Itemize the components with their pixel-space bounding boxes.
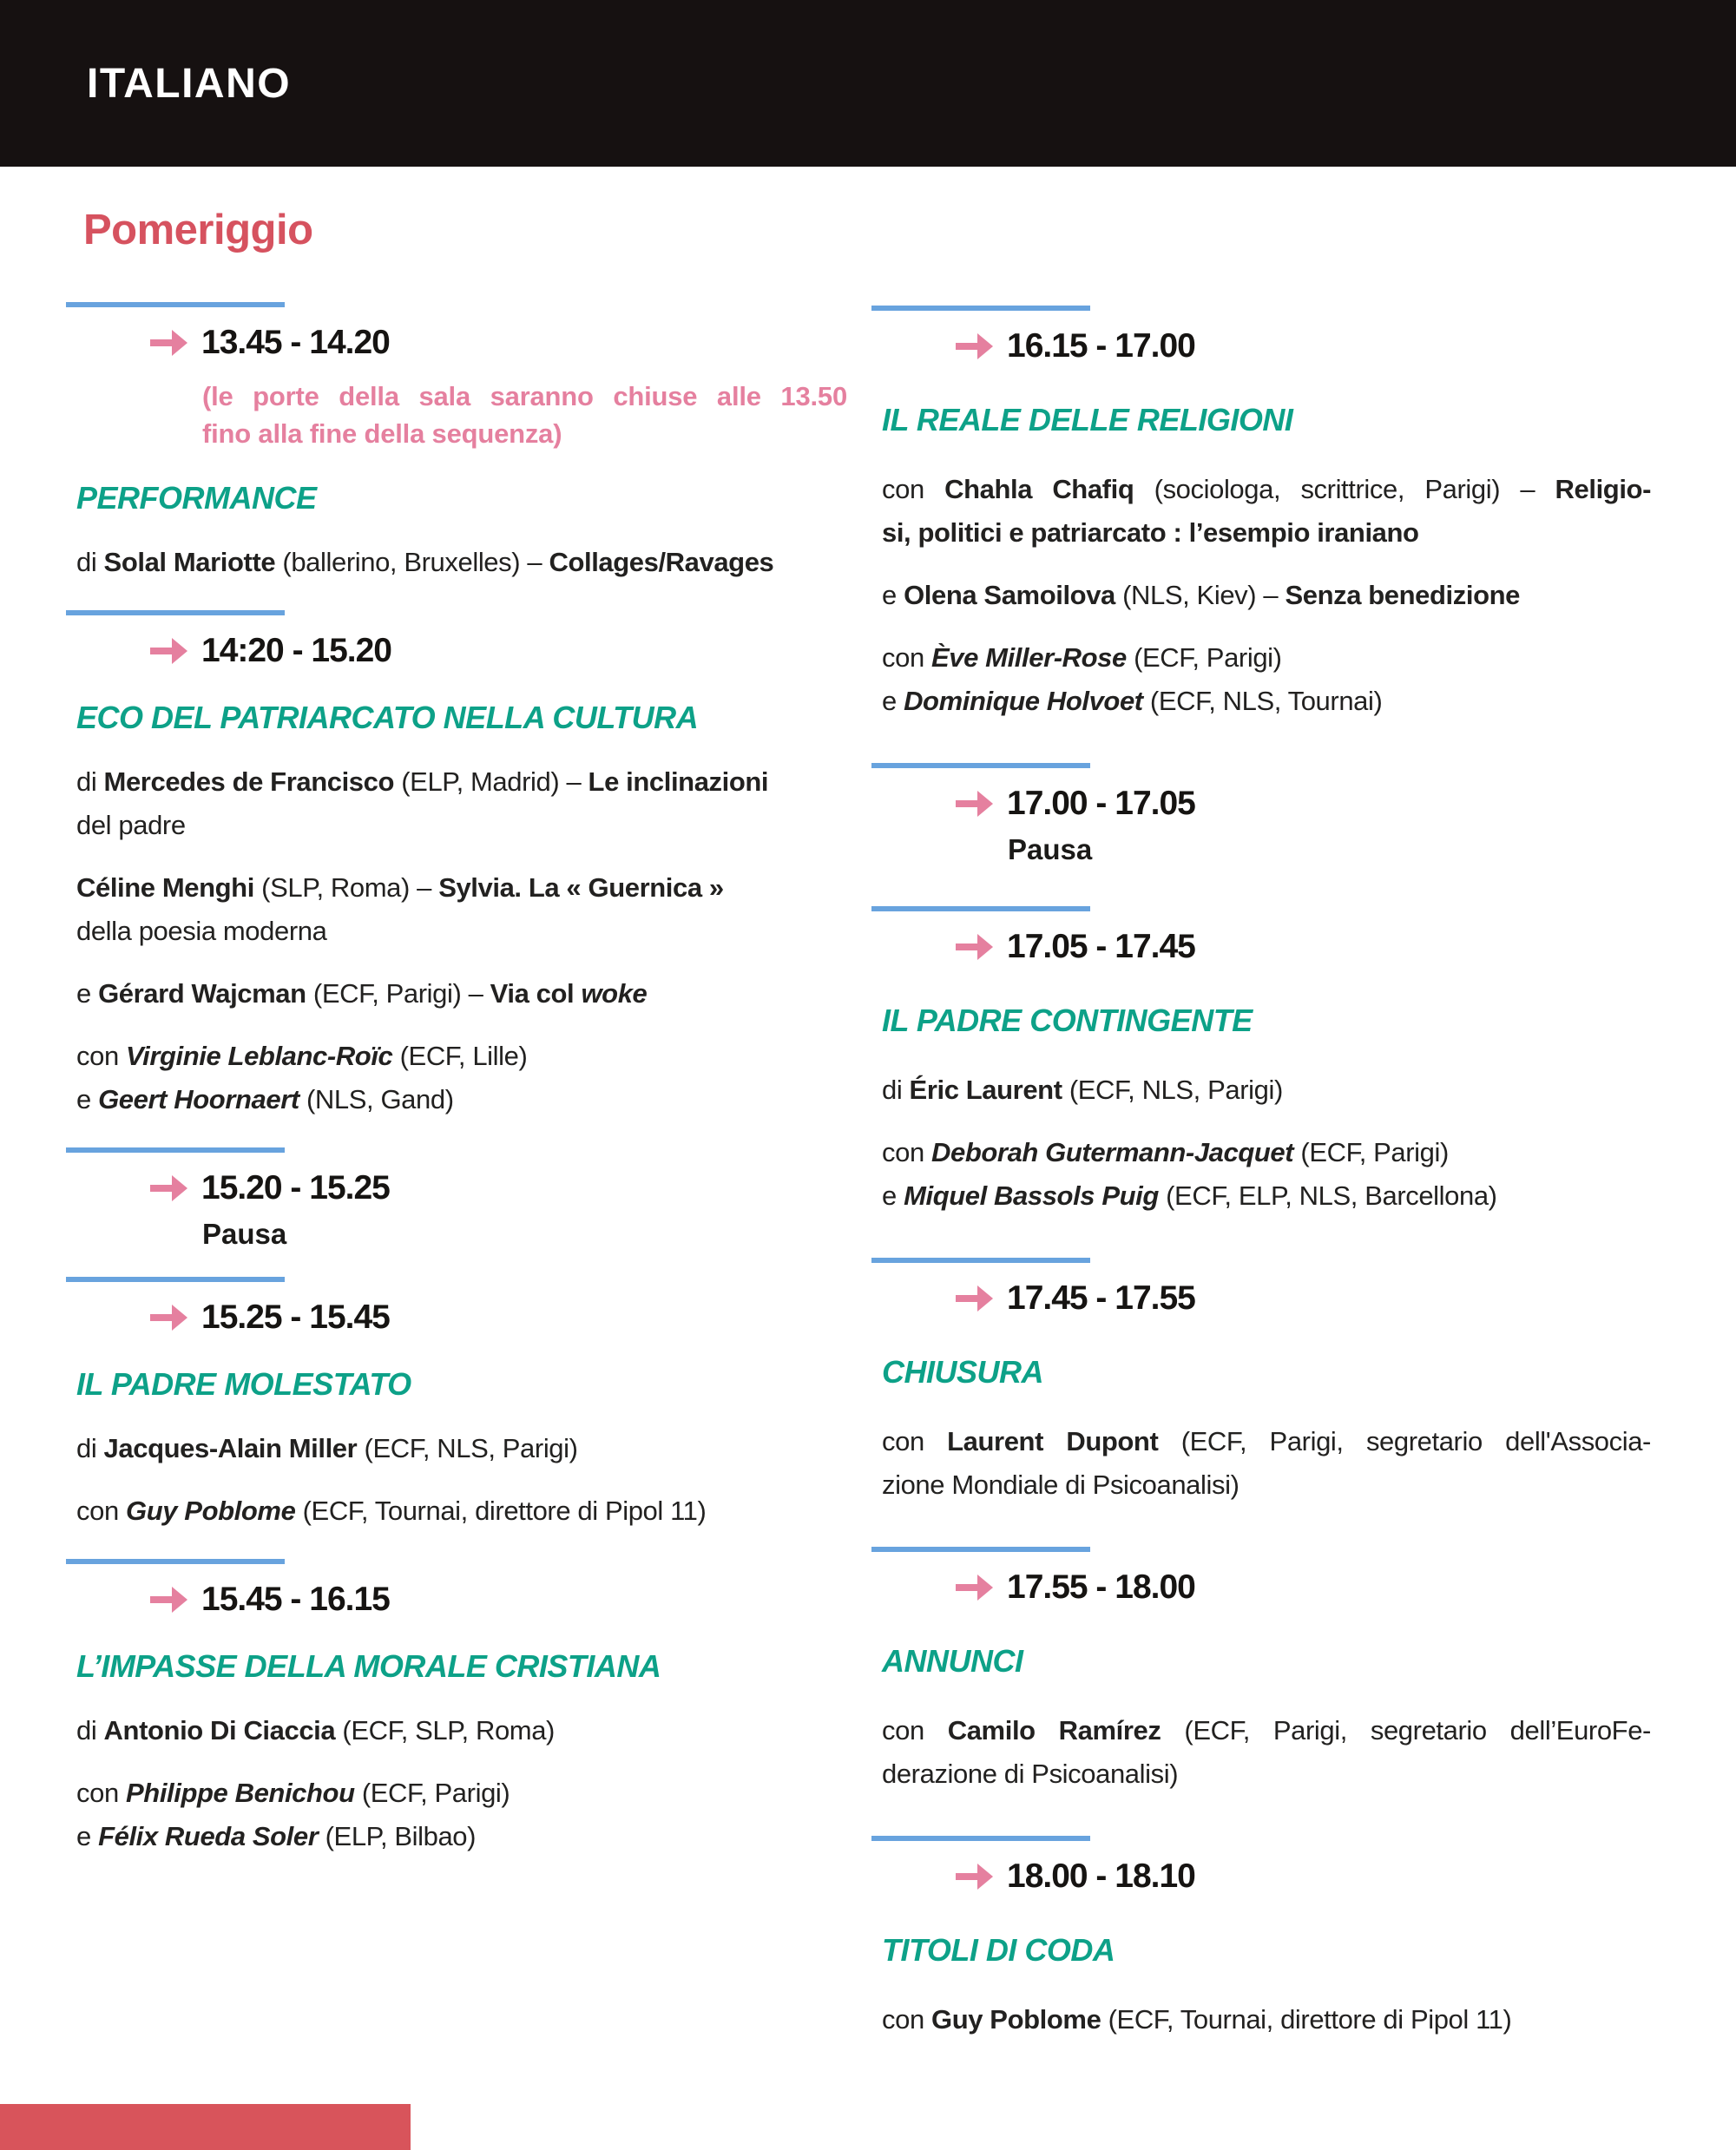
session-title: IL REALE DELLE RELIGIONI	[882, 402, 1293, 437]
plain-text: con	[76, 1496, 126, 1526]
time-label: 16.15 - 17.00	[1007, 327, 1195, 365]
text-line	[76, 972, 845, 1016]
time-label: 18.00 - 18.10	[1007, 1857, 1195, 1895]
plain-text: (ECF, Parigi)	[354, 1778, 510, 1808]
time-label: 17.05 - 17.45	[1007, 928, 1195, 965]
person-or-title-text: Mercedes de Francisco	[103, 766, 395, 797]
text-line	[882, 680, 1651, 723]
plain-text: con	[882, 474, 945, 504]
note-line: fino alla fine della sequenza)	[202, 418, 562, 449]
text-line	[882, 511, 1651, 555]
time-row	[956, 1567, 1657, 1608]
text-line	[882, 1420, 1651, 1463]
plain-text: (ECF, NLS, Tournai)	[1142, 686, 1383, 716]
text-line	[882, 1752, 1651, 1796]
session-title: L’IMPASSE DELLA MORALE CRISTIANA	[76, 1648, 661, 1684]
plain-text: (ELP, Bilbao)	[318, 1821, 477, 1851]
session-title: TITOLI DI CODA	[882, 1932, 1115, 1968]
divider-rule	[871, 306, 1090, 311]
door-closing-note	[202, 378, 847, 452]
text-line	[76, 1709, 845, 1752]
plain-text: (ECF, Parigi) –	[306, 978, 490, 1009]
arrow-stem	[956, 1873, 978, 1880]
plain-text: (NLS, Kiev) –	[1115, 580, 1286, 610]
divider-rule	[66, 1277, 285, 1282]
text-line	[76, 1035, 845, 1078]
arrow-stem	[956, 944, 978, 950]
plain-text: (ECF, Lille)	[392, 1041, 528, 1071]
session-title: PERFORMANCE	[76, 480, 317, 516]
plain-text: (NLS, Gand)	[299, 1084, 454, 1114]
divider-rule	[871, 1258, 1090, 1263]
person-or-title-text: Guy Poblome	[126, 1496, 296, 1526]
speaker-paragraph	[76, 1427, 845, 1470]
divider-rule	[66, 302, 285, 307]
time-row	[956, 1278, 1657, 1319]
text-line	[76, 760, 845, 804]
arrow-head	[977, 1864, 993, 1890]
divider-rule	[66, 1147, 285, 1153]
plain-text: (ECF, ELP, NLS, Barcellona)	[1158, 1180, 1497, 1211]
text-line	[76, 1427, 845, 1470]
text-line	[76, 541, 845, 584]
person-or-title-text: Senza benedizione	[1285, 580, 1520, 610]
time-row	[956, 1856, 1657, 1897]
divider-rule	[871, 906, 1090, 911]
divider-rule	[871, 1836, 1090, 1841]
speaker-paragraph	[882, 1420, 1651, 1507]
time-label: 15.25 - 15.45	[201, 1299, 390, 1336]
person-or-title-text: Via col	[490, 978, 582, 1009]
person-or-title-text: Collages/Ravages	[549, 547, 774, 577]
session-title: IL PADRE CONTINGENTE	[882, 1003, 1253, 1038]
pausa-label: Pausa	[1008, 833, 1093, 865]
person-or-title-text: Dominique Holvoet	[904, 686, 1143, 716]
schedule-entry	[66, 1277, 852, 1533]
schedule-entry	[871, 1836, 1657, 2042]
arrow-stem	[150, 1596, 173, 1603]
person-or-title-text: Le inclinazioni	[588, 766, 769, 797]
text-line	[882, 468, 1651, 511]
text-line	[76, 1815, 845, 1858]
person-or-title-text: Geert Hoornaert	[98, 1084, 299, 1114]
plain-text: di	[76, 547, 104, 577]
arrow-head	[172, 330, 187, 356]
pausa-label: Pausa	[202, 1218, 287, 1250]
schedule-entry	[66, 610, 852, 1121]
arrow-right-icon	[956, 1575, 994, 1601]
arrow-head	[172, 1175, 187, 1201]
plain-text: di	[882, 1075, 910, 1105]
plain-text: di	[76, 1715, 104, 1746]
person-or-title-text: Céline Menghi	[76, 872, 254, 903]
divider-rule	[871, 1547, 1090, 1552]
speaker-paragraph	[76, 1035, 845, 1121]
schedule-entry	[871, 906, 1657, 1218]
plain-text: (SLP, Roma) –	[253, 872, 439, 903]
person-or-title-text: Solal Mariotte	[103, 547, 276, 577]
time-row	[150, 322, 852, 364]
plain-text: con	[882, 1137, 931, 1167]
plain-text: (ECF, Parigi, segretario dell'Associa-	[1158, 1426, 1651, 1456]
plain-text: (ECF, Parigi)	[1126, 642, 1282, 673]
schedule-column-right	[871, 306, 1657, 2081]
plain-text: con	[76, 1778, 126, 1808]
plain-text: di	[76, 1433, 104, 1463]
text-line	[882, 1174, 1651, 1218]
person-or-title-text: Jacques-Alain Miller	[103, 1433, 358, 1463]
person-or-title-text: Religio-	[1555, 474, 1651, 504]
plain-text: (ECF, Parigi)	[1293, 1137, 1449, 1167]
text-line	[76, 804, 845, 847]
time-row	[150, 1579, 852, 1621]
plain-text: (ECF, SLP, Roma)	[335, 1715, 555, 1746]
schedule-entry	[66, 302, 852, 584]
speaker-paragraph	[882, 1709, 1651, 1796]
plain-text: (ECF, Parigi, segretario dell’EuroFe-	[1161, 1715, 1651, 1746]
arrow-right-icon	[150, 1587, 188, 1613]
time-label: 14:20 - 15.20	[201, 632, 392, 669]
schedule-entry	[66, 1147, 852, 1251]
speaker-paragraph	[76, 1489, 845, 1533]
arrow-right-icon	[956, 1285, 994, 1312]
schedule-entry	[871, 306, 1657, 723]
note-line: (le porte della sala saranno chiuse alle 13.50	[202, 381, 847, 411]
arrow-right-icon	[150, 1305, 188, 1331]
text-line	[882, 1709, 1651, 1752]
session-title: ECO DEL PATRIARCATO NELLA CULTURA	[76, 700, 699, 735]
arrow-stem	[150, 1185, 173, 1192]
arrow-head	[977, 333, 993, 359]
time-label: 17.55 - 18.00	[1007, 1568, 1195, 1606]
text-line	[882, 636, 1651, 680]
text-line	[882, 1068, 1651, 1112]
person-or-title-text: Olena Samoilova	[904, 580, 1115, 610]
arrow-head	[172, 638, 187, 664]
plain-text: derazione di Psicoanalisi)	[882, 1759, 1179, 1789]
person-or-title-text: si, politici e patriarcato : l’esempio iraniano	[882, 517, 1419, 548]
text-line	[882, 1463, 1651, 1507]
person-or-title-text: Deborah Gutermann-Jacquet	[931, 1137, 1294, 1167]
arrow-stem	[150, 1314, 173, 1321]
language-header-bar	[0, 0, 1736, 167]
text-line	[76, 1489, 845, 1533]
speaker-paragraph	[882, 1068, 1651, 1112]
time-label: 15.20 - 15.25	[201, 1169, 390, 1206]
person-or-title-text: woke	[581, 978, 648, 1009]
plain-text: e	[76, 978, 99, 1009]
time-label: 17.00 - 17.05	[1007, 785, 1195, 822]
arrow-head	[977, 1285, 993, 1312]
plain-text: del padre	[76, 810, 186, 840]
speaker-paragraph	[882, 636, 1651, 723]
arrow-stem	[150, 339, 173, 346]
plain-text: con	[882, 642, 931, 673]
plain-text: e	[882, 580, 904, 610]
text-line	[882, 574, 1651, 617]
speaker-paragraph	[76, 760, 845, 847]
person-or-title-text: Ève Miller-Rose	[931, 642, 1127, 673]
section-title: Pomeriggio	[83, 207, 313, 253]
plain-text: (ECF, Tournai, direttore di Pipol 11)	[1101, 2004, 1512, 2035]
person-or-title-text: Chahla Chafiq	[944, 474, 1134, 504]
plain-text: (ECF, NLS, Parigi)	[357, 1433, 578, 1463]
speaker-paragraph	[76, 1709, 845, 1752]
text-line	[76, 1772, 845, 1815]
time-label: 15.45 - 16.15	[201, 1581, 390, 1618]
time-row	[150, 1297, 852, 1338]
session-title: ANNUNCI	[882, 1643, 1023, 1679]
schedule-column-left	[66, 302, 852, 1884]
person-or-title-text: Camilo Ramírez	[947, 1715, 1161, 1746]
person-or-title-text: Philippe Benichou	[126, 1778, 355, 1808]
speaker-paragraph	[882, 1131, 1651, 1218]
arrow-head	[977, 1575, 993, 1601]
arrow-head	[172, 1305, 187, 1331]
text-line	[882, 1998, 1651, 2042]
arrow-stem	[956, 343, 978, 350]
plain-text: e	[882, 686, 904, 716]
plain-text: e	[76, 1821, 99, 1851]
plain-text: con	[882, 1426, 948, 1456]
divider-rule	[66, 610, 285, 615]
person-or-title-text: Félix Rueda Soler	[98, 1821, 319, 1851]
plain-text: con	[76, 1041, 126, 1071]
arrow-head	[977, 934, 993, 960]
arrow-right-icon	[150, 1175, 188, 1201]
divider-rule	[66, 1559, 285, 1564]
time-label: 13.45 - 14.20	[201, 324, 390, 361]
plain-text: con	[882, 2004, 931, 2035]
plain-text: della poesia moderna	[76, 916, 327, 946]
divider-rule	[871, 763, 1090, 768]
arrow-stem	[956, 1584, 978, 1591]
time-row	[956, 783, 1657, 825]
person-or-title-text: Guy Poblome	[931, 2004, 1101, 2035]
plain-text: e	[882, 1180, 904, 1211]
speaker-paragraph	[76, 866, 845, 953]
time-label: 17.45 - 17.55	[1007, 1279, 1195, 1317]
plain-text: (ELP, Madrid) –	[394, 766, 589, 797]
time-row	[956, 926, 1657, 968]
session-title: CHIUSURA	[882, 1354, 1044, 1390]
arrow-stem	[150, 648, 173, 654]
arrow-right-icon	[150, 330, 188, 356]
footer-red-bar	[0, 2104, 411, 2150]
text-line	[76, 1078, 845, 1121]
person-or-title-text: Sylvia. La « Guernica »	[438, 872, 724, 903]
session-title: IL PADRE MOLESTATO	[76, 1366, 411, 1402]
speaker-paragraph	[882, 574, 1651, 617]
arrow-right-icon	[956, 333, 994, 359]
schedule-entry	[871, 1258, 1657, 1507]
speaker-paragraph	[882, 468, 1651, 555]
speaker-paragraph	[882, 1998, 1651, 2042]
schedule-entry	[66, 1559, 852, 1858]
speaker-paragraph	[76, 1772, 845, 1858]
time-row	[956, 325, 1657, 367]
plain-text: (ECF, NLS, Parigi)	[1062, 1075, 1283, 1105]
arrow-head	[172, 1587, 187, 1613]
person-or-title-text: Éric Laurent	[909, 1075, 1062, 1105]
schedule-entry	[871, 763, 1657, 866]
arrow-right-icon	[150, 638, 188, 664]
time-row	[150, 1167, 852, 1209]
text-line	[76, 866, 845, 910]
time-row	[150, 630, 852, 672]
person-or-title-text: Virginie Leblanc-Roïc	[126, 1041, 393, 1071]
person-or-title-text: Miquel Bassols Puig	[904, 1180, 1159, 1211]
arrow-right-icon	[956, 1864, 994, 1890]
person-or-title-text: Gérard Wajcman	[98, 978, 306, 1009]
arrow-head	[977, 791, 993, 817]
arrow-stem	[956, 1295, 978, 1302]
person-or-title-text: Antonio Di Ciaccia	[103, 1715, 336, 1746]
plain-text: zione Mondiale di Psicoanalisi)	[882, 1469, 1240, 1500]
arrow-stem	[956, 800, 978, 807]
plain-text: di	[76, 766, 104, 797]
speaker-paragraph	[76, 972, 845, 1016]
schedule-entry	[871, 1547, 1657, 1796]
plain-text: (ECF, Tournai, direttore di Pipol 11)	[295, 1496, 707, 1526]
arrow-right-icon	[956, 791, 994, 817]
person-or-title-text: Laurent Dupont	[947, 1426, 1159, 1456]
plain-text: (sociologa, scrittrice, Parigi) –	[1134, 474, 1555, 504]
page-title: ITALIANO	[87, 60, 292, 107]
plain-text: (ballerino, Bruxelles) –	[275, 547, 549, 577]
plain-text: e	[76, 1084, 99, 1114]
text-line	[76, 910, 845, 953]
text-line	[882, 1131, 1651, 1174]
arrow-right-icon	[956, 934, 994, 960]
speaker-paragraph	[76, 541, 845, 584]
plain-text: con	[882, 1715, 948, 1746]
